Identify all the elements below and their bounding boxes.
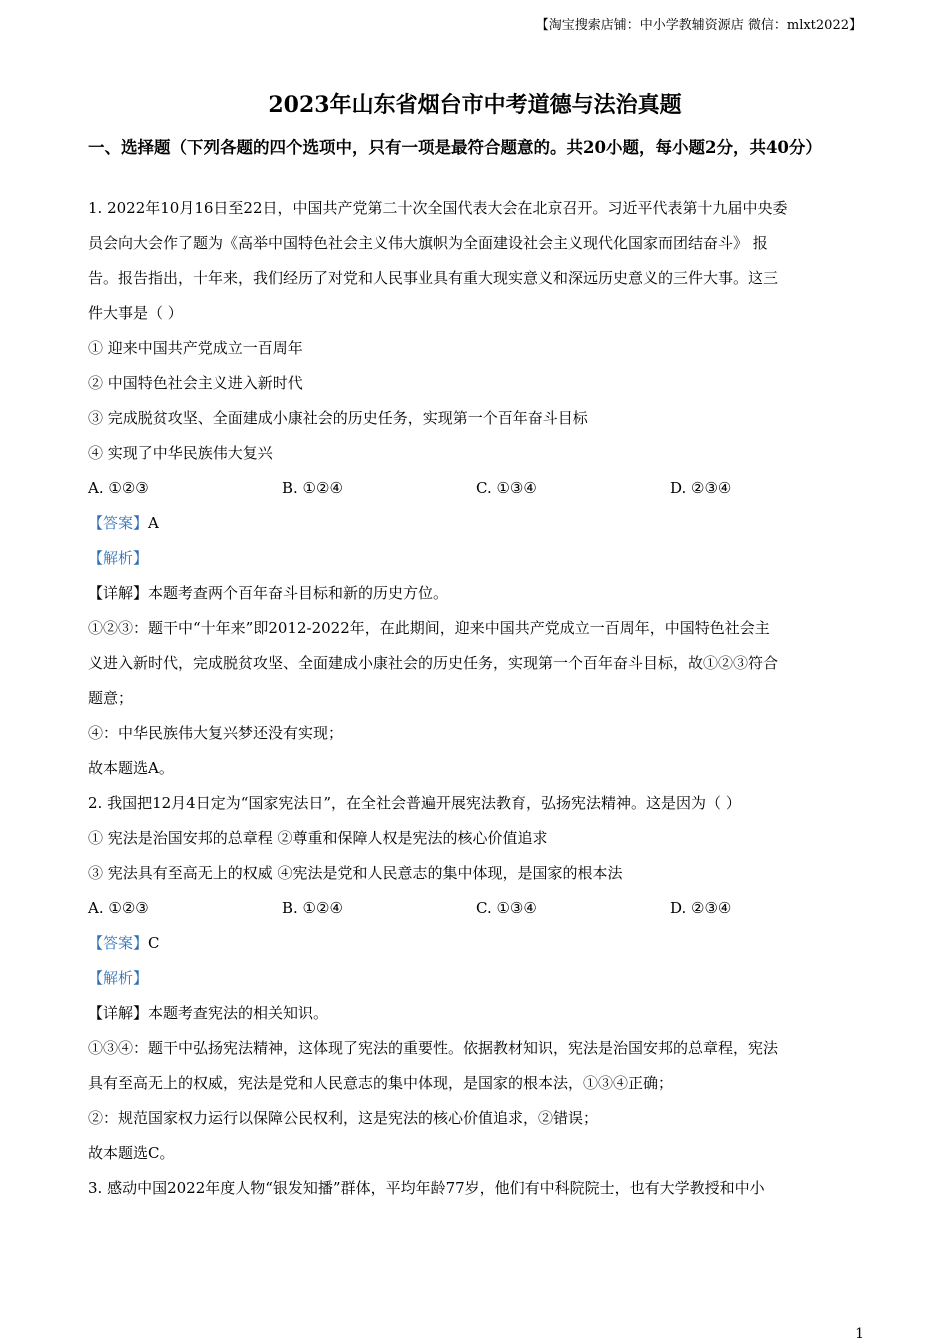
q1-item: ③ 完成脱贫攻坚、全面建成小康社会的历史任务，实现第一个百年奋斗目标 <box>88 409 588 427</box>
q1-option-d: D. ②③④ <box>670 479 732 497</box>
q1-answer <box>88 506 868 541</box>
analysis-tag: 【解析】 <box>88 549 149 567</box>
q2-explanation-line: 故本题选C。 <box>88 1144 175 1162</box>
header-note: 【淘宝搜索店铺：中小学教辅资源店 微信：mlxt2022】 <box>535 18 862 33</box>
q1-stem-line: 件大事是（ ） <box>88 304 183 322</box>
q1-explanation-line: 义进入新时代，完成脱贫攻坚、全面建成小康社会的历史任务，实现第一个百年奋斗目标，故①②③符合 <box>88 654 779 672</box>
q1-explanation-line: ①②③：题干中“十年来”即2012-2022年，在此期间，迎来中国共产党成立一百周年，中国特色社会主 <box>88 619 770 637</box>
q2-detail-text: 本题考查宪法的相关知识。 <box>148 1004 329 1022</box>
page-number: 1 <box>855 1326 864 1342</box>
q1-stem-line: 员会向大会作了题为《高举中国特色社会主义伟大旗帜为全面建设社会主义现代化国家而团结奋斗》 报 <box>88 234 768 252</box>
q2-option-b: B. ①②④ <box>282 899 343 917</box>
q2-answer-value: C <box>148 934 160 952</box>
answer-tag: 【答案】 <box>88 934 149 952</box>
page-title: 2023年山东省烟台市中考道德与法治真题 <box>268 92 682 118</box>
q1-item: ④ 实现了中华民族伟大复兴 <box>88 444 273 462</box>
q1-option-a: A. ①②③ <box>88 479 149 497</box>
q1-option-b: B. ①②④ <box>282 479 343 497</box>
q2-item: ① 宪法是治国安邦的总章程 ②尊重和保障人权是宪法的核心价值追求 <box>88 829 548 847</box>
q2-stem: 2. 我国把12月4日定为“国家宪法日”，在全社会普遍开展宪法教育，弘扬宪法精神。这是因为（ ） <box>88 794 741 812</box>
q2-explanation-line: 具有至高无上的权威，宪法是党和人民意志的集中体现，是国家的根本法，①③④正确； <box>88 1074 674 1092</box>
q2-answer <box>88 926 868 961</box>
q1-stem-line: 1. 2022年10月16日至22日，中国共产党第二十次全国代表大会在北京召开。习近平代表第十九届中央委 <box>88 199 788 217</box>
q2-explanation-line: ①③④：题干中弘扬宪法精神，这体现了宪法的重要性。依据教材知识，宪法是治国安邦的总章程，宪法 <box>88 1039 779 1057</box>
q1-answer-value: A <box>148 514 159 532</box>
q2-item: ③ 宪法具有至高无上的权威 ④宪法是党和人民意志的集中体现，是国家的根本法 <box>88 864 623 882</box>
q2-option-d: D. ②③④ <box>670 899 732 917</box>
q1-option-c: C. ①③④ <box>476 479 537 497</box>
analysis-tag: 【解析】 <box>88 969 149 987</box>
q1-item: ① 迎来中国共产党成立一百周年 <box>88 339 303 357</box>
section-heading: 一、选择题（下列各题的四个选项中，只有一项是最符合题意的。共20小题，每小题2分，共40分） <box>88 138 822 157</box>
q2-explanation-line: ②：规范国家权力运行以保障公民权利，这是宪法的核心价值追求，②错误； <box>88 1109 599 1127</box>
document-body <box>88 191 868 1206</box>
q2-option-c: C. ①③④ <box>476 899 537 917</box>
q2-option-a: A. ①②③ <box>88 899 149 917</box>
detail-tag: 【详解】 <box>88 584 149 602</box>
q1-explanation-line: 故本题选A。 <box>88 759 174 777</box>
q1-detail-text: 本题考查两个百年奋斗目标和新的历史方位。 <box>148 584 449 602</box>
q1-options <box>88 471 868 506</box>
answer-tag: 【答案】 <box>88 514 149 532</box>
q1-stem-line: 告。报告指出，十年来，我们经历了对党和人民事业具有重大现实意义和深远历史意义的三件大事。这三 <box>88 269 779 287</box>
q1-detail <box>88 576 868 611</box>
q1-item: ② 中国特色社会主义进入新时代 <box>88 374 303 392</box>
q1-explanation-line: 题意； <box>88 689 134 707</box>
q2-detail <box>88 996 868 1031</box>
q2-analysis <box>88 961 868 996</box>
q1-explanation-line: ④：中华民族伟大复兴梦还没有实现； <box>88 724 344 742</box>
q1-analysis <box>88 541 868 576</box>
q3-stem: 3. 感动中国2022年度人物“银发知播”群体，平均年龄77岁，他们有中科院院士，也有大学教授和中小 <box>88 1179 765 1197</box>
detail-tag: 【详解】 <box>88 1004 149 1022</box>
q2-options <box>88 891 868 926</box>
